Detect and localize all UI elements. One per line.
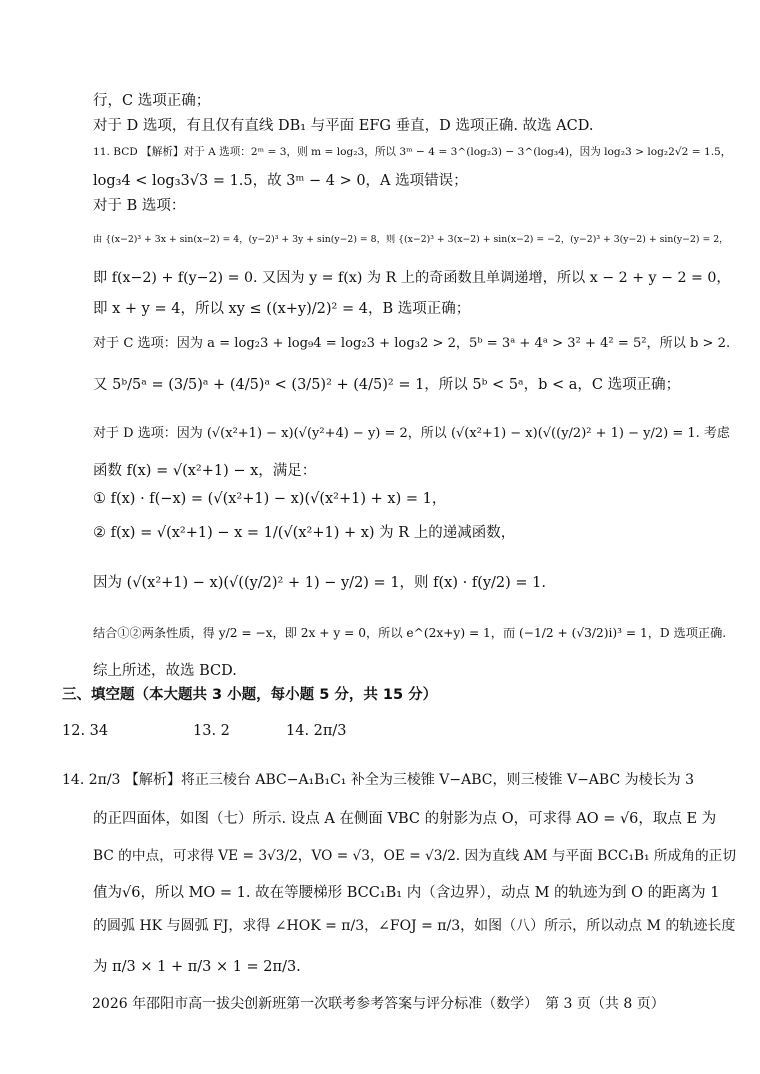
text-line: ① f(x) · f(−x) = (√(x²+1) − x)(√(x²+1) + x) = 1，: [93, 491, 447, 507]
text-line: 为 π/3 × 1 + π/3 × 1 = 2π/3.: [93, 959, 301, 975]
text-line: ② f(x) = √(x²+1) − x = 1/(√(x²+1) + x) 为 R 上的递减函数，: [93, 525, 516, 541]
text-line: 因为 (√(x²+1) − x)(√((y/2)² + 1) − y/2) = 1，则 f(x) · f(y/2) = 1.: [93, 575, 547, 591]
text-line: 结合①②两条性质，得 y/2 = −x，即 2x + y = 0，所以 e^(2x+y) = 1，而 (−1/2 + (√3/2)i)³ = 1，D 选项正确.: [93, 626, 727, 640]
text-line: 又 5ᵇ/5ᵃ = (3/5)ᵃ + (4/5)ᵃ < (3/5)² + (4/5)² = 1，所以 5ᵇ < 5ᵃ，b < a，C 选项正确；: [93, 377, 681, 393]
text-line: 综上所述，故选 BCD.: [93, 663, 237, 679]
text-line: 对于 C 选项：因为 a = log₂3 + log₉4 = log₂3 + log₃2 > 2，5ᵇ = 3ᵃ + 4ᵃ > 3² + 4² = 5²，所以 b > 2.: [93, 336, 731, 351]
answer-12: 12. 34: [62, 723, 109, 739]
text-line: 11. BCD 【解析】对于 A 选项：2ᵐ = 3，则 m = log₂3，所以 3ᵐ − 4 = 3^(log₂3) − 3^(log₃4)，因为 log₂3 > log₂2√2 = 1.5，: [93, 146, 732, 158]
page-footer: 2026 年邵阳市高一拔尖创新班第一次联考参考答案与评分标准（数学） 第 3 页（共 8 页）: [92, 996, 665, 1012]
text-line: 对于 D 选项：因为 (√(x²+1) − x)(√(y²+4) − y) = 2，所以 (√(x²+1) − x)(√((y/2)² + 1) − y/2) = 1. 考虑: [93, 426, 730, 441]
text-line: 对于 B 选项：: [93, 198, 186, 214]
text-line: 即 f(x−2) + f(y−2) = 0. 又因为 y = f(x) 为 R 上的奇函数且单调递增，所以 x − 2 + y − 2 = 0，: [93, 270, 731, 286]
text-line: 由 {(x−2)³ + 3x + sin(x−2) = 4，(y−2)³ + 3y + sin(y−2) = 8，则 {(x−2)³ + 3(x−2) + sin(x−2) = −2，(y−2)³ + 3(y−2) + sin(y−2) = 2，: [93, 234, 729, 245]
text-line: 的圆弧 HK 与圆弧 FJ，求得 ∠HOK = π/3，∠FOJ = π/3，如图（八）所示，所以动点 M 的轨迹长度: [93, 918, 736, 934]
text-line: 值为√6，所以 MO = 1. 故在等腰梯形 BCC₁B₁ 内（含边界），动点 M 的轨迹为到 O 的距离为 1: [93, 885, 720, 901]
text-line: 即 x + y = 4，所以 xy ≤ ((x+y)/2)² = 4，B 选项正确；: [93, 301, 471, 317]
text-line: log₃4 < log₃3√3 = 1.5，故 3ᵐ − 4 > 0，A 选项错误；: [93, 173, 468, 189]
answer-14: 14. 2π/3: [286, 723, 347, 739]
text-line: 14. 2π/3 【解析】将正三棱台 ABC−A₁B₁C₁ 补全为三棱锥 V−ABC，则三棱锥 V−ABC 为棱长为 3: [62, 772, 694, 788]
text-line: 函数 f(x) = √(x²+1) − x，满足：: [93, 463, 317, 479]
text-line: BC 的中点，可求得 VE = 3√3/2，VO = √3，OE = √3/2. 因为直线 AM 与平面 BCC₁B₁ 所成角的正切: [93, 848, 737, 864]
text-line: 的正四面体，如图（七）所示. 设点 A 在侧面 VBC 的射影为点 O，可求得 AO = √6，取点 E 为: [93, 811, 717, 827]
section-header: 三、填空题（本大题共 3 小题，每小题 5 分，共 15 分）: [62, 687, 438, 703]
text-line: 行，C 选项正确；: [93, 93, 211, 109]
text-line: 对于 D 选项，有且仅有直线 DB₁ 与平面 EFG 垂直，D 选项正确. 故选 ACD.: [93, 118, 594, 134]
answer-13: 13. 2: [193, 723, 230, 739]
